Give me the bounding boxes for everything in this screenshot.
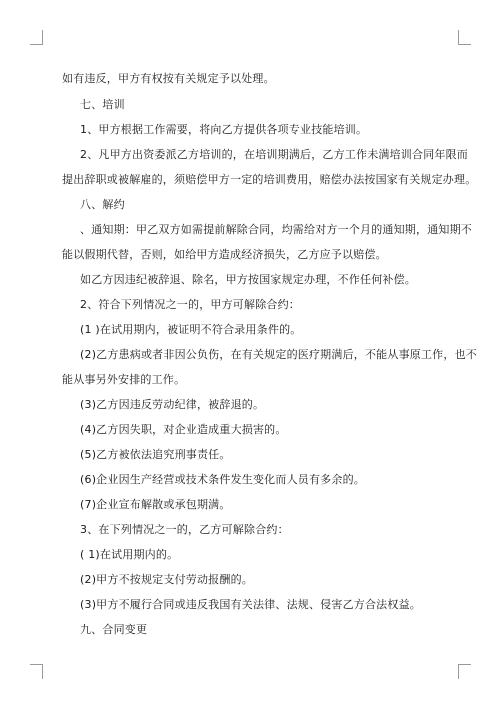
crop-mark-bottom-left (30, 664, 43, 679)
paragraph-line: 提出辞职或被解雇的，须赔偿甲方一定的培训费用，赔偿办法按国家有关规定办理。 (62, 173, 477, 186)
list-item: (2)甲方不按规定支付劳动报酬的。 (80, 573, 253, 586)
list-item-continuation: 能从事另外安排的工作。 (62, 373, 186, 386)
section-heading-training: 七、培训 (80, 98, 125, 111)
list-item: (3)乙方因违反劳动纪律，被辞退的。 (80, 398, 265, 411)
paragraph-line: 1、甲方根据工作需要，将向乙方提供各项专业技能培训。 (80, 123, 368, 136)
list-item: ( 1)在试用期内的。 (80, 548, 179, 561)
paragraph-line: 、通知期：甲乙双方如需提前解除合同，均需给对方一个月的通知期，通知期不 (80, 223, 472, 236)
paragraph-line: 能以假期代替，否则，如给甲方造成经济损失，乙方应予以赔偿。 (62, 248, 387, 261)
list-item: (1 )在试用期内，被证明不符合录用条件的。 (80, 323, 302, 336)
paragraph-line: 如有违反，甲方有权按有关规定予以处理。 (62, 72, 275, 85)
crop-mark-top-left (30, 30, 43, 45)
list-item: (3)甲方不履行合同或违反我国有关法律、法规、侵害乙方合法权益。 (80, 598, 421, 611)
paragraph-line: 2、符合下列情况之一的，甲方可解除合约： (80, 298, 300, 311)
paragraph-line: 2、凡甲方出资委派乙方培训的，在培训期满后，乙方工作未满培训合同年限而 (80, 148, 468, 161)
list-item: (6)企业因生产经营或技术条件发生变化而人员有多余的。 (80, 473, 365, 486)
list-item: (4)乙方因失职，对企业造成重大损害的。 (80, 423, 287, 436)
section-heading-termination: 八、解约 (80, 198, 125, 211)
paragraph-line: 如乙方因违纪被辞退、除名，甲方按国家规定办理，不作任何补偿。 (80, 273, 416, 286)
list-item: (5)乙方被依法追究刑事责任。 (80, 448, 231, 461)
list-item: (2)乙方患病或者非因公负伤，在有关规定的医疗期满后，不能从事原工作，也不 (80, 348, 477, 361)
crop-mark-bottom-right (458, 664, 471, 679)
paragraph-line: 3、在下列情况之一的，乙方可解除合约： (80, 523, 289, 536)
list-item: (7)企业宣布解散或承包期满。 (80, 498, 231, 511)
section-heading-contract-change: 九、合同变更 (80, 623, 148, 636)
crop-mark-top-right (458, 30, 471, 45)
